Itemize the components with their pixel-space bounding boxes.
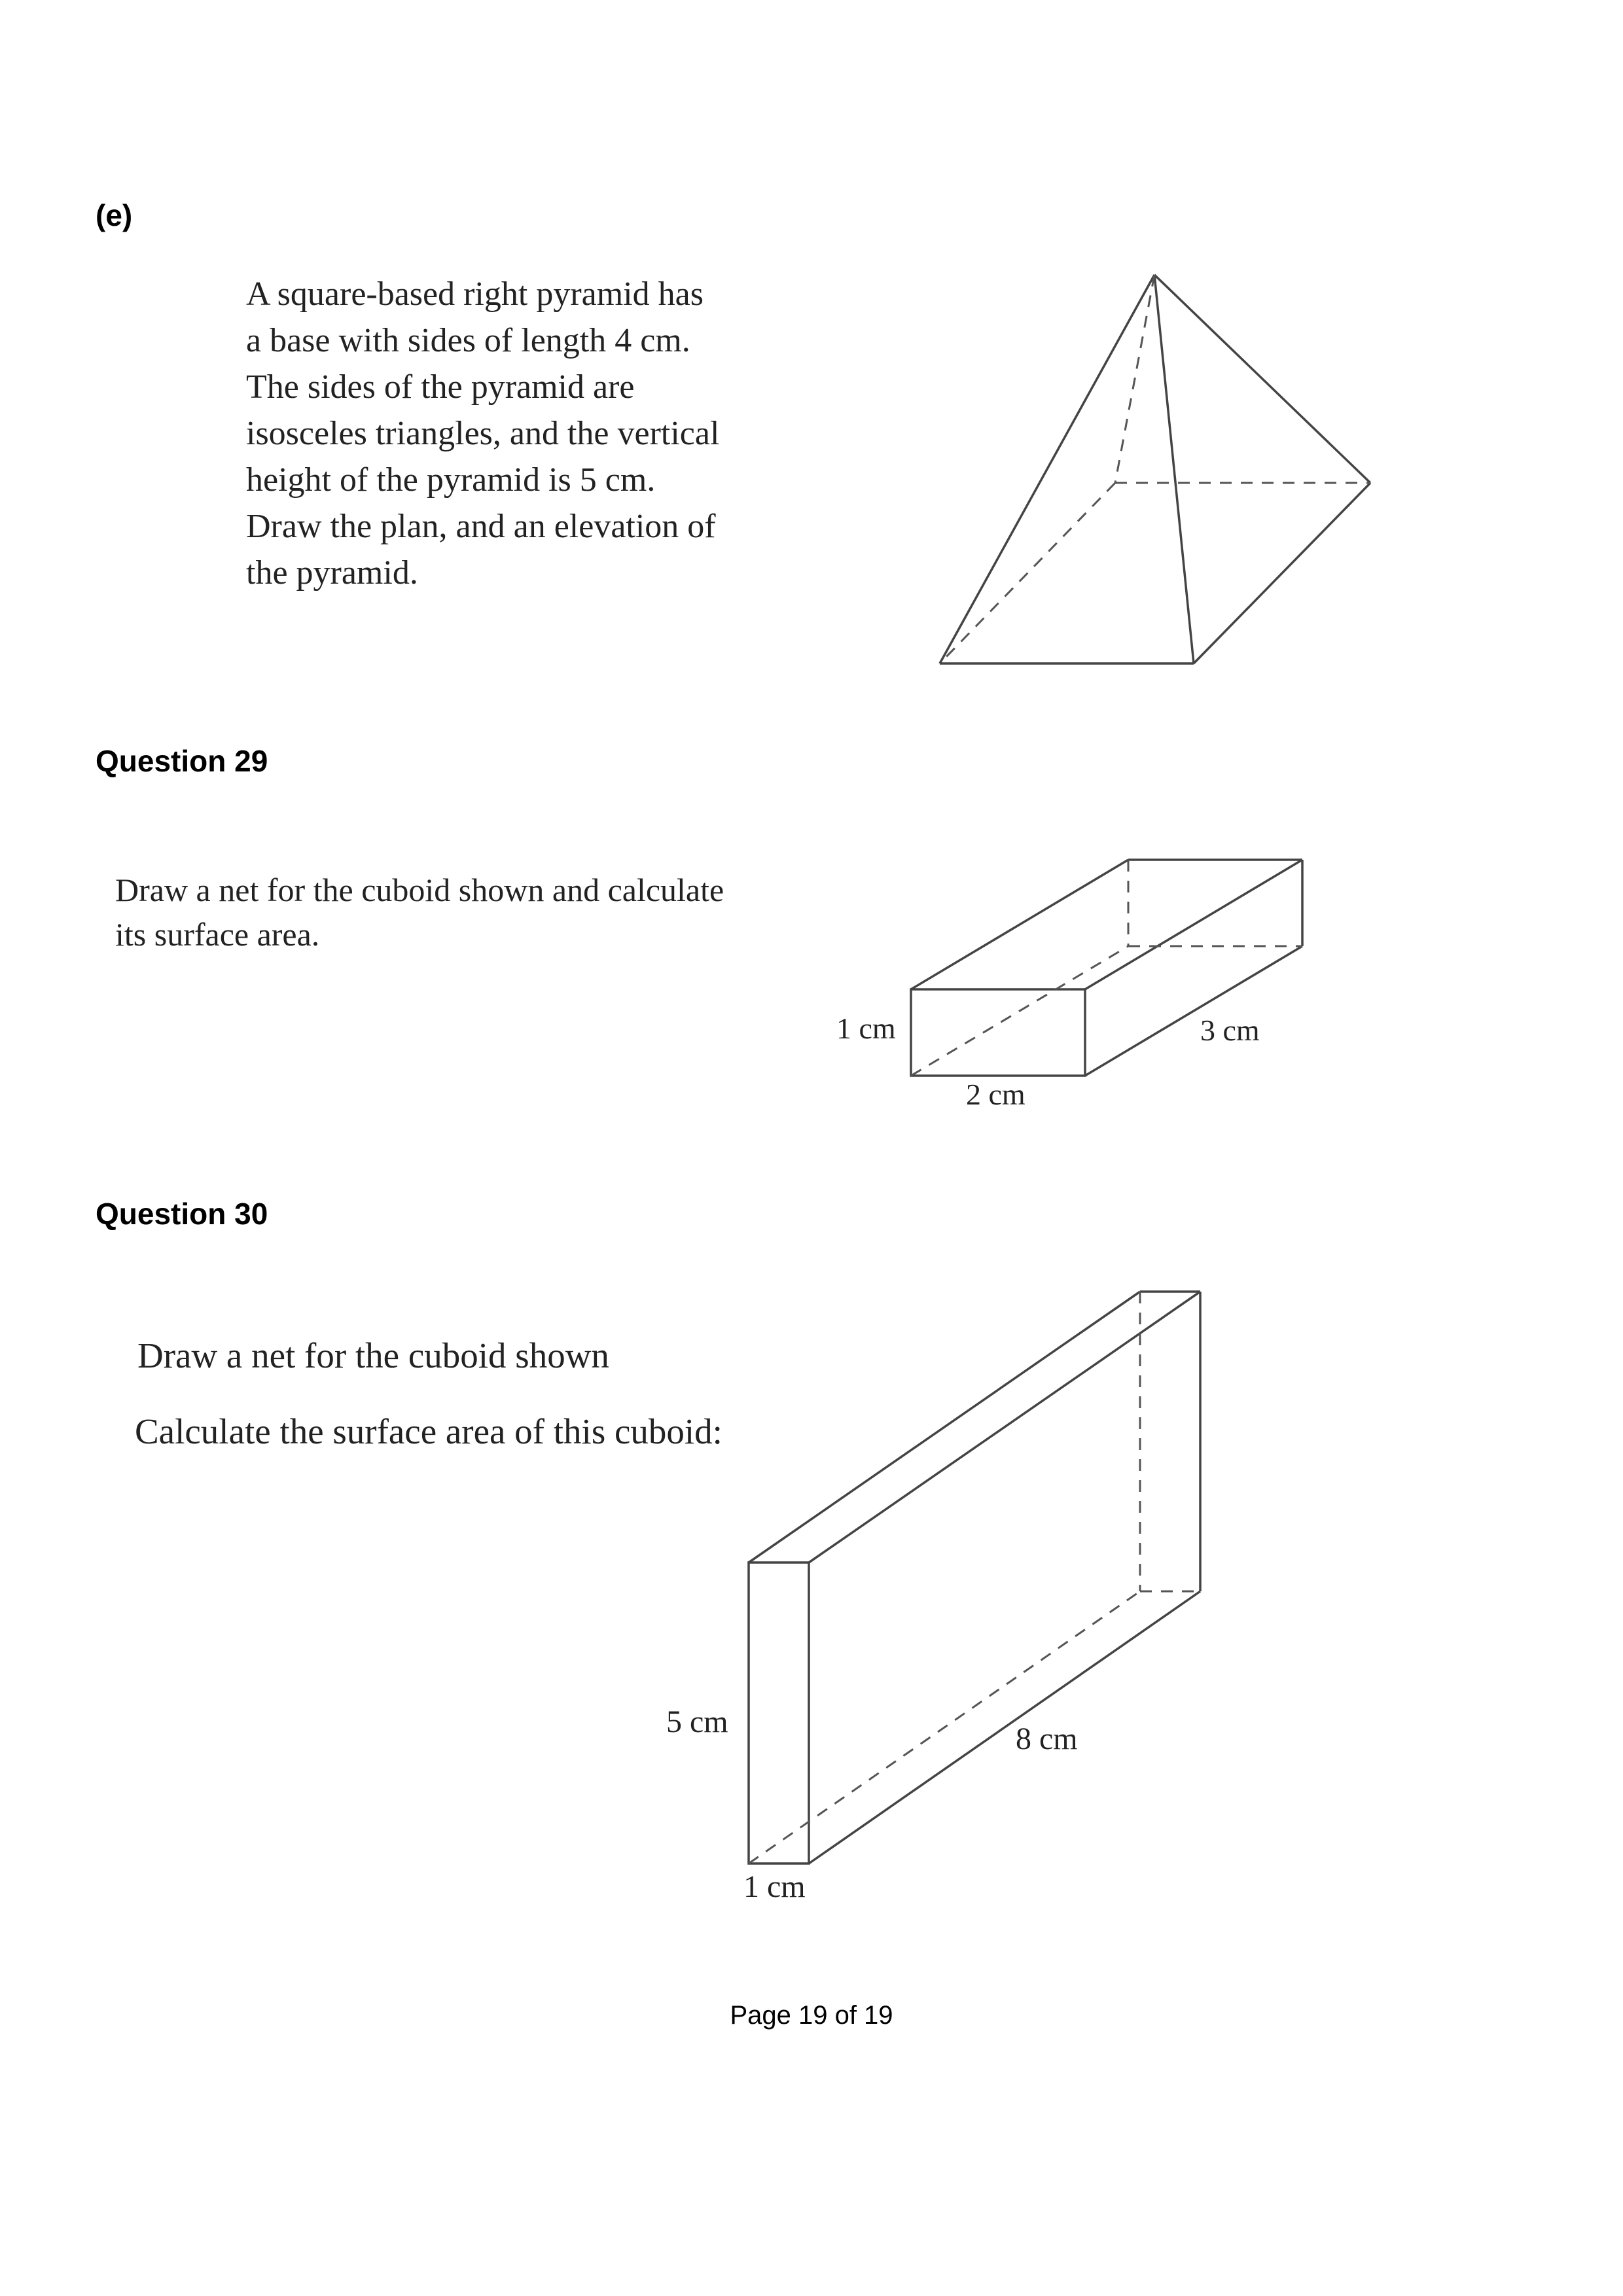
cuboid-29-depth-label: 3 cm [1200,1014,1260,1047]
pyramid-hidden-edge [940,483,1115,663]
question-30-line-1: Draw a net for the cuboid shown [137,1335,609,1375]
text-line: The sides of the pyramid are [246,368,635,406]
question-30-title: Question 30 [96,1197,268,1231]
cuboid-29-hidden-edge [911,946,1128,1076]
cuboid-29-diagram [911,860,1302,1076]
cuboid-30-width-label: 1 cm [743,1869,806,1904]
pyramid-base-edge [1194,483,1370,663]
page-number: Page 19 of 19 [730,2001,893,2030]
text-line: Draw a net for the cuboid shown and calculate [115,872,724,908]
cuboid-30-front-face [749,1563,809,1863]
question-29-title: Question 29 [96,744,268,778]
cuboid-30-hidden-edge [749,1591,1140,1863]
pyramid-diagram [940,275,1370,663]
part-label: (e) [96,198,133,232]
cuboid-30-depth-label: 8 cm [1016,1722,1078,1756]
text-line: a base with sides of length 4 cm. [246,322,690,359]
pyramid-hidden-edge [1115,275,1154,483]
cuboid-30-diagram [749,1292,1200,1863]
cuboid-30-edge [809,1292,1200,1563]
cuboid-30-edge [809,1591,1200,1863]
cuboid-29-edge [1085,860,1302,989]
pyramid-edge [1154,275,1370,483]
cuboid-30-edge [749,1292,1140,1563]
cuboid-29-width-label: 2 cm [966,1078,1026,1111]
text-line: A square-based right pyramid has [246,275,704,313]
question-30-line-2: Calculate the surface area of this cuboid: [135,1411,722,1451]
text-line: isosceles triangles, and the vertical [246,415,720,452]
cuboid-30-height-label: 5 cm [666,1704,728,1739]
pyramid-edge [1154,275,1194,663]
cuboid-29-front-face [911,989,1085,1076]
pyramid-edge [940,275,1154,663]
cuboid-29-edge [1085,946,1302,1076]
text-line: its surface area. [115,916,320,953]
cuboid-29-height-label: 1 cm [836,1012,896,1045]
text-line: height of the pyramid is 5 cm. [246,461,656,499]
text-line: the pyramid. [246,554,418,592]
cuboid-29-edge [911,860,1128,989]
text-line: Draw the plan, and an elevation of [246,508,716,545]
